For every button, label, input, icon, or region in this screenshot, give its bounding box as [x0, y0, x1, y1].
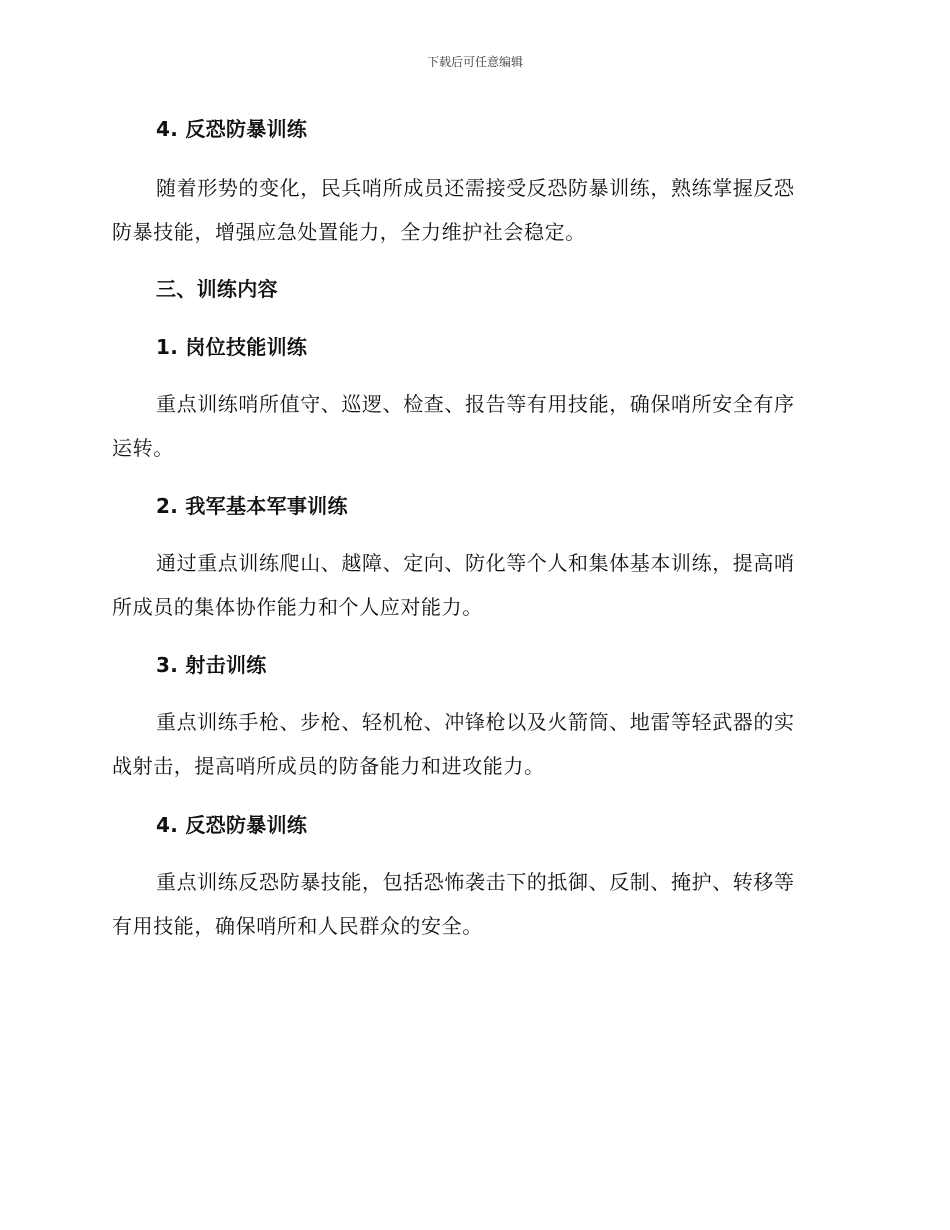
paragraph-line: 重点训练哨所值守、巡逻、检查、报告等有用技能，确保哨所安全有序	[156, 392, 795, 416]
paragraph-basic-military	[112, 541, 832, 629]
section-heading-anti-terror-2: 4. 反恐防暴训练	[156, 813, 308, 837]
section-heading-anti-terror-1: 4. 反恐防暴训练	[156, 117, 308, 141]
paragraph-line: 有用技能，确保哨所和人民群众的安全。	[112, 914, 483, 938]
paragraph-line: 防暴技能，增强应急处置能力，全力维护社会稳定。	[112, 220, 586, 244]
paragraph-anti-terror-skills	[112, 860, 832, 948]
paragraph-line: 重点训练手枪、步枪、轻机枪、冲锋枪以及火箭筒、地雷等轻武器的实	[156, 710, 795, 734]
section-heading-shooting: 3. 射击训练	[156, 653, 267, 677]
page-header: 下载后可任意编辑	[426, 55, 523, 69]
paragraph-post-skills	[112, 382, 832, 470]
paragraph-anti-terror-intro	[112, 166, 832, 254]
section-heading-training-content: 三、训练内容	[156, 277, 278, 301]
paragraph-line: 战射击，提高哨所成员的防备能力和进攻能力。	[112, 754, 545, 778]
paragraph-line: 重点训练反恐防暴技能，包括恐怖袭击下的抵御、反制、掩护、转移等	[156, 870, 795, 894]
paragraph-line: 所成员的集体协作能力和个人应对能力。	[112, 595, 483, 619]
paragraph-line: 运转。	[112, 436, 174, 460]
section-heading-post-skills: 1. 岗位技能训练	[156, 335, 308, 359]
paragraph-line: 通过重点训练爬山、越障、定向、防化等个人和集体基本训练，提高哨	[156, 551, 795, 575]
section-heading-basic-military: 2. 我军基本军事训练	[156, 494, 348, 518]
paragraph-line: 随着形势的变化，民兵哨所成员还需接受反恐防暴训练，熟练掌握反恐	[156, 176, 795, 200]
paragraph-shooting	[112, 700, 832, 788]
